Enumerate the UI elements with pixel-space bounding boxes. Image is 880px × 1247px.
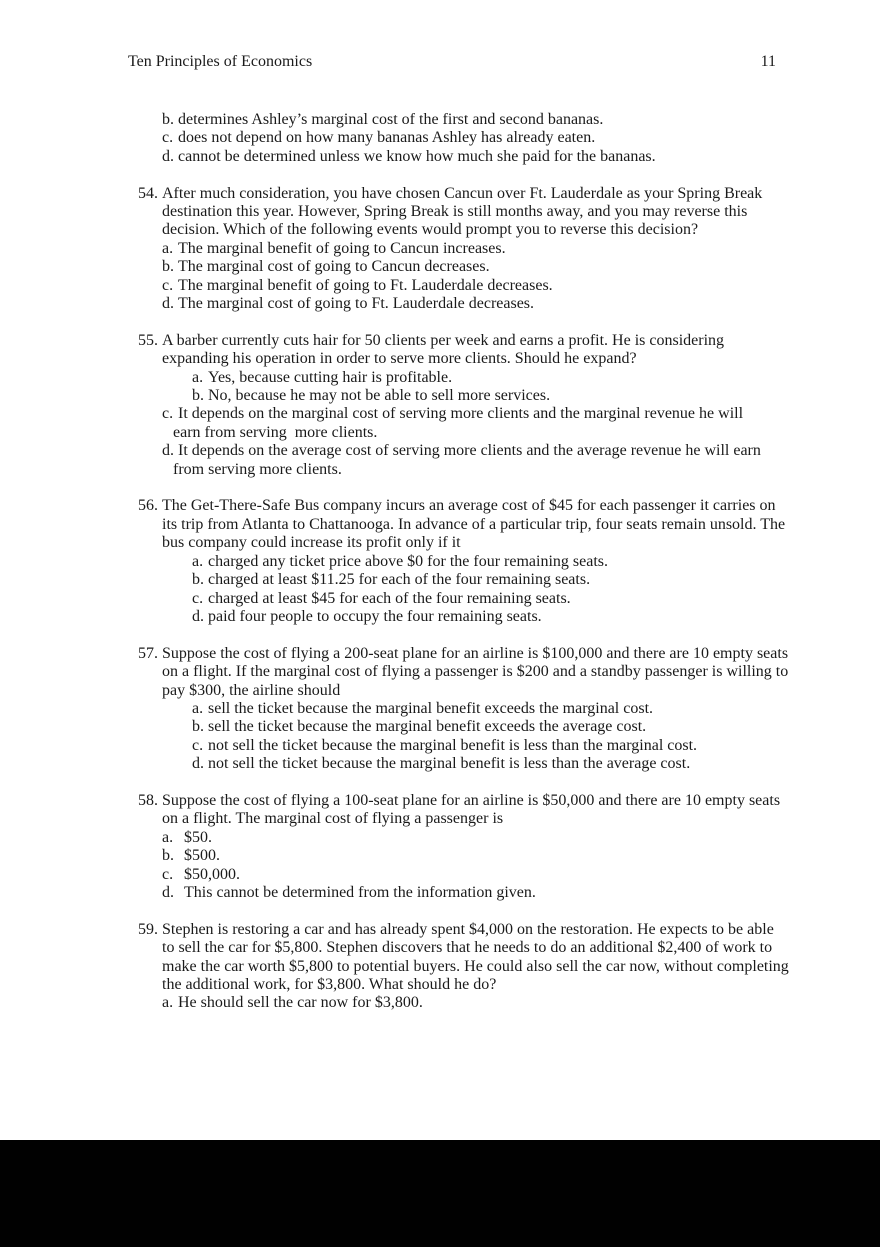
option-text: The marginal benefit of going to Cancun increases. xyxy=(178,239,506,257)
question-block xyxy=(138,497,838,626)
option-line xyxy=(192,755,838,773)
answer-option xyxy=(162,258,838,276)
option-line xyxy=(162,111,838,129)
option-text: determines Ashley’s marginal cost of the first and second bananas. xyxy=(178,111,604,128)
option-text: This cannot be determined from the information given. xyxy=(184,883,536,901)
option-line xyxy=(162,295,838,313)
question-stem-line: pay $300, the airline should xyxy=(162,681,341,699)
question-body xyxy=(162,645,838,774)
option-letter: b. xyxy=(192,387,204,405)
option-text: It depends on the average cost of serving more clients and the average revenue he will earn xyxy=(178,442,761,460)
option-letter: c. xyxy=(192,589,204,607)
answer-option xyxy=(192,700,838,718)
option-text: He should sell the car now for $3,800. xyxy=(178,994,423,1012)
question-number: 57. xyxy=(138,644,158,662)
option-letter: a. xyxy=(192,368,204,386)
option-line xyxy=(162,258,838,276)
document-body xyxy=(138,111,838,1013)
question-body xyxy=(162,185,838,314)
option-text: It depends on the marginal cost of serving more clients and the marginal revenue he will xyxy=(178,405,744,423)
option-text: charged at least $11.25 for each of the four remaining seats. xyxy=(208,571,591,589)
page-header xyxy=(128,53,776,71)
answer-option xyxy=(162,240,838,258)
option-text: charged at least $45 for each of the four remaining seats. xyxy=(208,589,571,607)
option-line xyxy=(192,700,838,718)
option-text: not sell the ticket because the marginal benefit is less than the marginal cost. xyxy=(208,736,698,754)
option-text: Yes, because cutting hair is profitable. xyxy=(208,368,453,386)
question-body xyxy=(162,921,838,1013)
question-stem-line: The Get-There-Safe Bus company incurs an average cost of $45 for each passenger it carries on xyxy=(162,497,776,515)
question-stem-line: the additional work, for $3,800. What should he do? xyxy=(162,976,497,993)
question-number: 59. xyxy=(138,920,158,938)
option-line xyxy=(162,129,838,147)
option-letter: b. xyxy=(162,111,174,128)
question-stem-line: to sell the car for $5,800. Stephen discovers that he needs to do an additional $2,400 of work to xyxy=(162,939,773,957)
option-line xyxy=(162,148,838,166)
option-letter: d. xyxy=(162,147,174,165)
question-stem-line: on a flight. The marginal cost of flying a passenger is xyxy=(162,810,504,828)
option-text: charged any ticket price above $0 for the four remaining seats. xyxy=(208,552,608,570)
option-letter: d. xyxy=(162,883,174,901)
option-line xyxy=(192,608,838,626)
question-stem-line: bus company could increase its profit only if it xyxy=(162,534,461,552)
option-letter: d. xyxy=(192,755,204,773)
question-body xyxy=(162,332,838,479)
question-body xyxy=(162,111,838,166)
answer-option xyxy=(162,295,838,313)
scan-bottom-bar xyxy=(0,1140,880,1247)
option-text: paid four people to occupy the four remaining seats. xyxy=(208,607,542,625)
question-block xyxy=(138,332,838,479)
option-line xyxy=(192,590,838,608)
option-letter: d. xyxy=(192,607,204,625)
option-continuation-line: from serving more clients. xyxy=(173,460,342,478)
answer-option xyxy=(162,847,838,865)
option-text: No, because he may not be able to sell more services. xyxy=(208,387,551,405)
option-line xyxy=(192,553,838,571)
answer-option xyxy=(192,369,838,387)
option-line xyxy=(162,442,838,460)
option-text: sell the ticket because the marginal benefit exceeds the marginal cost. xyxy=(208,699,654,717)
question-stem-line: expanding his operation in order to serve more clients. Should he expand? xyxy=(162,350,637,368)
question-number: 55. xyxy=(138,331,158,349)
option-text: The marginal cost of going to Ft. Lauderdale decreases. xyxy=(178,295,535,313)
question-stem-line: destination this year. However, Spring Break is still months away, and you may reverse this xyxy=(162,203,748,221)
option-letter: b. xyxy=(192,718,204,736)
question-block xyxy=(138,111,838,166)
question-body xyxy=(162,792,838,902)
option-line xyxy=(162,405,838,423)
option-letter: b. xyxy=(192,571,204,589)
option-letter: c. xyxy=(162,129,174,147)
option-letter: a. xyxy=(192,699,204,717)
question-block xyxy=(138,921,838,1013)
option-letter: a. xyxy=(162,828,174,846)
option-letter: b. xyxy=(162,258,174,276)
option-letter: d. xyxy=(162,442,174,460)
question-number: 54. xyxy=(138,184,158,202)
option-line xyxy=(192,718,838,736)
question-block xyxy=(138,645,838,774)
option-continuation-line: earn from serving more clients. xyxy=(173,423,378,441)
answer-option xyxy=(192,737,838,755)
question-body xyxy=(162,497,838,626)
answer-option xyxy=(192,718,838,736)
option-letter: a. xyxy=(192,552,204,570)
option-letter: a. xyxy=(162,994,174,1012)
question-number: 58. xyxy=(138,791,158,809)
answer-option xyxy=(162,129,838,147)
option-text: $50. xyxy=(184,828,212,846)
option-text: The marginal cost of going to Cancun decreases. xyxy=(178,258,490,276)
option-letter: c. xyxy=(162,276,174,294)
question-stem-line: After much consideration, you have chosen Cancun over Ft. Lauderdale as your Spring Break xyxy=(162,184,763,202)
option-text: does not depend on how many bananas Ashley has already eaten. xyxy=(178,129,596,147)
answer-option xyxy=(192,571,838,589)
question-stem-line: Suppose the cost of flying a 100-seat plane for an airline is $50,000 and there are 10 empty seats xyxy=(162,791,781,809)
option-line xyxy=(162,847,838,865)
question-stem-line: Stephen is restoring a car and has already spent $4,000 on the restoration. He expects to be able xyxy=(162,920,774,938)
option-text: sell the ticket because the marginal benefit exceeds the average cost. xyxy=(208,718,647,736)
answer-option xyxy=(162,405,838,442)
answer-option xyxy=(162,148,838,166)
option-letter: c. xyxy=(192,736,204,754)
option-line xyxy=(162,829,838,847)
option-line xyxy=(192,571,838,589)
option-letter: d. xyxy=(162,295,174,313)
answer-option xyxy=(162,866,838,884)
question-number: 56. xyxy=(138,497,158,515)
option-letter: a. xyxy=(162,239,174,257)
answer-option xyxy=(192,387,838,405)
option-letter: c. xyxy=(162,865,174,883)
answer-option xyxy=(192,608,838,626)
question-stem-line: A barber currently cuts hair for 50 clients per week and earns a profit. He is considering xyxy=(162,331,725,349)
option-letter: c. xyxy=(162,405,174,423)
option-line xyxy=(192,369,838,387)
option-text: $500. xyxy=(184,847,220,865)
header-title: Ten Principles of Economics xyxy=(128,53,313,70)
option-line xyxy=(162,866,838,884)
option-line xyxy=(192,387,838,405)
answer-option xyxy=(162,111,838,129)
question-block xyxy=(138,185,838,314)
option-text: The marginal benefit of going to Ft. Lauderdale decreases. xyxy=(178,276,553,294)
option-text: cannot be determined unless we know how much she paid for the bananas. xyxy=(178,147,656,165)
option-letter: b. xyxy=(162,847,174,865)
answer-option xyxy=(162,277,838,295)
option-line xyxy=(192,737,838,755)
answer-option xyxy=(162,829,838,847)
option-line xyxy=(162,994,838,1012)
answer-option xyxy=(162,884,838,902)
question-stem-line: its trip from Atlanta to Chattanooga. In advance of a particular trip, four seats remain unsold. The xyxy=(162,515,786,533)
option-line xyxy=(162,240,838,258)
answer-option xyxy=(162,994,838,1012)
question-stem-line: decision. Which of the following events would prompt you to reverse this decision? xyxy=(162,221,699,239)
question-stem-line: make the car worth $5,800 to potential buyers. He could also sell the car now, without completing xyxy=(162,957,789,975)
option-text: not sell the ticket because the marginal benefit is less than the average cost. xyxy=(208,755,691,773)
question-block xyxy=(138,792,838,902)
page-number: 11 xyxy=(760,53,776,70)
answer-option xyxy=(192,590,838,608)
answer-option xyxy=(192,755,838,773)
option-text: $50,000. xyxy=(184,865,240,883)
question-stem-line: on a flight. If the marginal cost of flying a passenger is $200 and a standby passenger is willing to xyxy=(162,663,789,681)
option-line xyxy=(162,884,838,902)
answer-option xyxy=(192,553,838,571)
answer-option xyxy=(162,442,838,479)
question-stem-line: Suppose the cost of flying a 200-seat plane for an airline is $100,000 and there are 10 empty seats xyxy=(162,644,789,662)
option-line xyxy=(162,277,838,295)
